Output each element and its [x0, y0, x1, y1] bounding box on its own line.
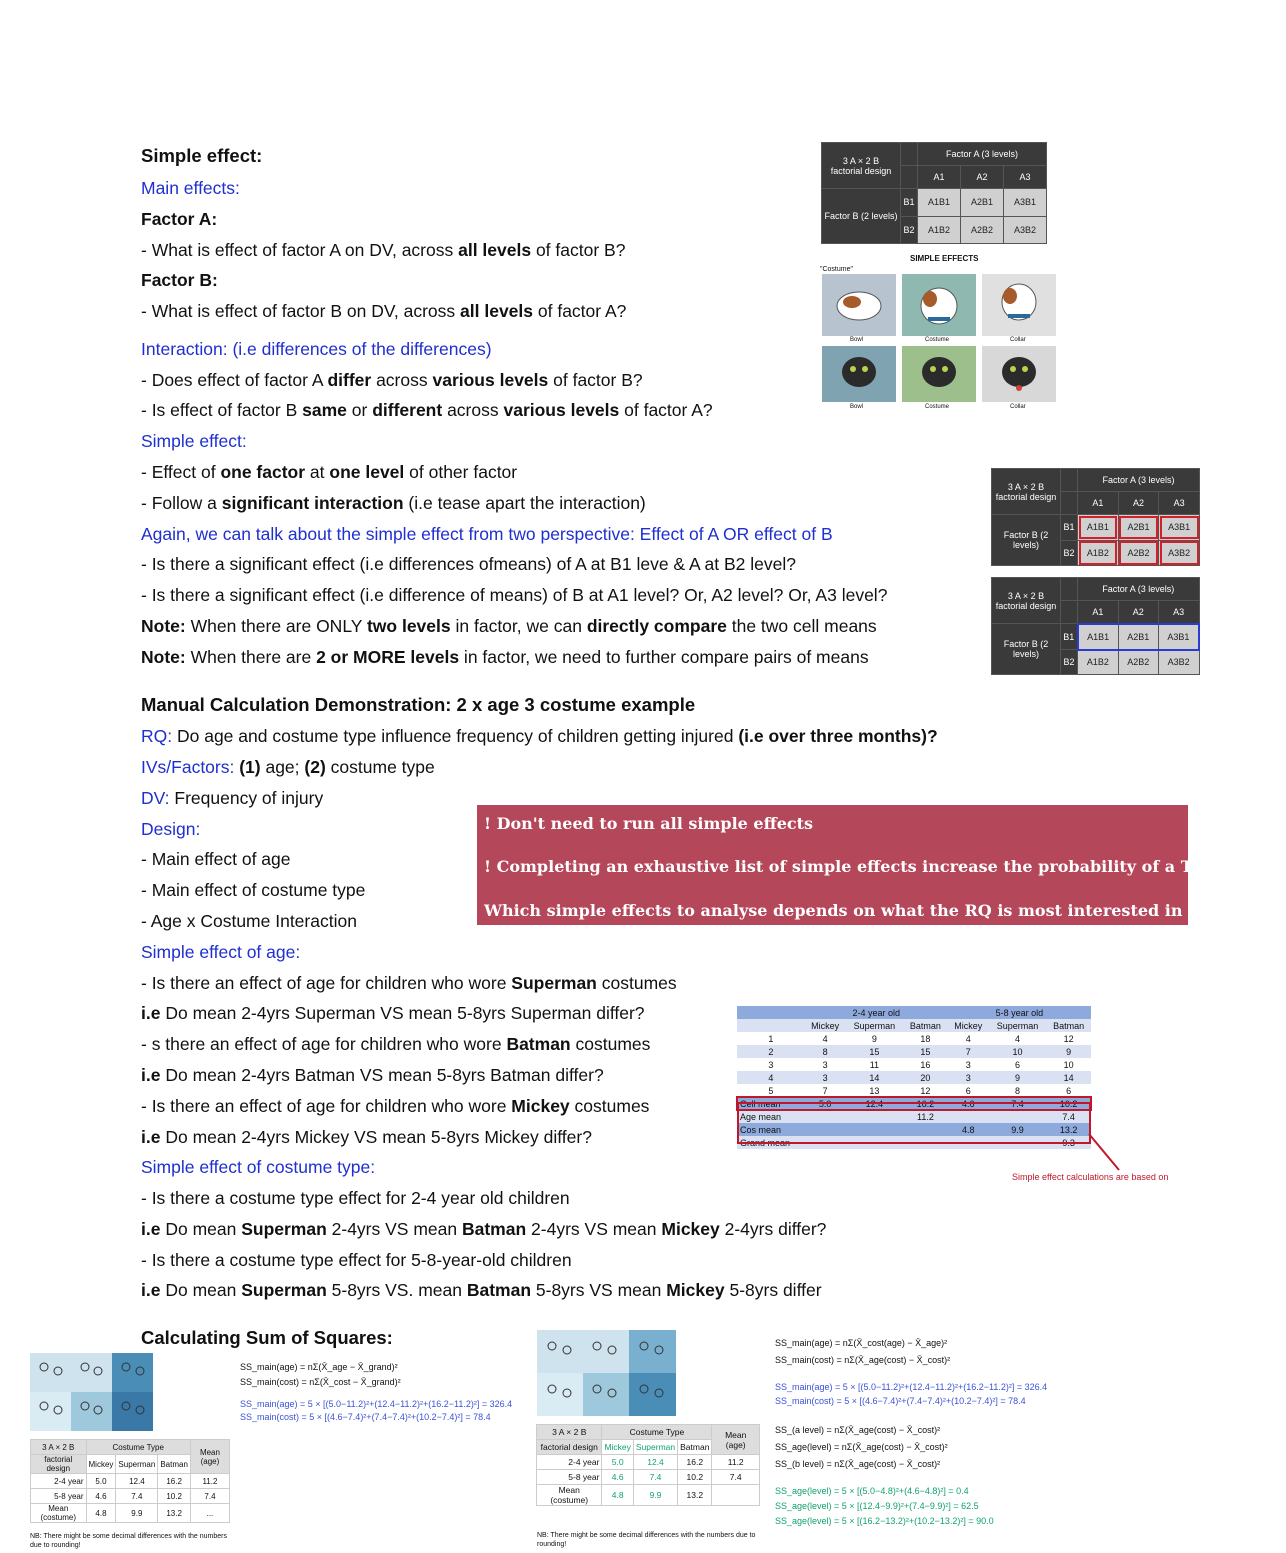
main-effects-label: Main effects: [141, 178, 240, 198]
factorial-design-table-3: 3 A × 2 B factorial design Factor A (3 levels) A1 A2 A3 Factor B (2 levels) B1 A1B1 A2B1 A3B1 B2 A1B2 A2B2 A3B2 [991, 577, 1200, 675]
alert-line: ! Don't need to run all simple effects [484, 814, 814, 833]
age-mean-row: Age mean 11.2 7.4 [737, 1110, 1091, 1123]
costume-question: - Is there a costume type effect for 5-8-year-old children [141, 1250, 572, 1270]
means-highlight-box [737, 1102, 1091, 1144]
table-row: 2 8 15 15 7 10 9 [737, 1045, 1091, 1058]
ss-formula: SS_age(level) = nΣ(X̄_age(cost) − X̄_cost)² [775, 1442, 948, 1452]
a-level: A1 [918, 166, 961, 189]
age-question: - s there an effect of age for children who wore Batman costumes [141, 1034, 651, 1054]
panel-label: Costume [925, 337, 950, 343]
factor-b-question: - What is effect of factor B on DV, across all levels of factor A? [141, 301, 627, 321]
ss-formula: SS_main(age) = nΣ(X̄_age − X̄_grand)² [240, 1362, 398, 1372]
alert-line: Which simple effects to analyse depends on what the RQ is most interested in knowing [484, 901, 1265, 920]
ss-formula: SS_main(age) = nΣ(X̄_cost(age) − X̄_age)² [775, 1338, 948, 1348]
injury-data-table: 2-4 year old 5-8 year old Mickey Superman Batman Mickey Superman Batman 1 4 9 18 4 4 12 2 8 15 15 7 10 9 3 3 11 16 3 6 10 4 3 14 20 3 9 14 5 7 13 12 6 8 6 Cell mean 5.0 12.4 16.2 4.6 7.4 10.2 Age mean 11.2 7.4 Cos mean 4.8 9.9 13.2 Grand mean 9.3 [737, 1006, 1091, 1149]
cat-panel-1 [822, 346, 896, 402]
age-question: i.e Do mean 2-4yrs Mickey VS mean 5-8yrs Mickey differ? [141, 1127, 592, 1147]
alert-box [477, 805, 1286, 925]
simple-effect-point-2: - Follow a significant interaction (i.e tease apart the interaction) [141, 493, 646, 513]
ss-value: SS_main(age) = 5 × [(5.0−11.2)²+(12.4−11.2)²+(16.2−11.2)²] = 326.4 [240, 1399, 513, 1409]
a-level: A2 [961, 166, 1004, 189]
simple-effect-point-1: - Effect of one factor at one level of other factor [141, 462, 518, 482]
factor-a-header: Factor A (3 levels) [918, 143, 1047, 166]
design-title: 3 A × 2 B factorial design [822, 143, 901, 189]
cartoon-title: SIMPLE EFFECTS [910, 254, 979, 263]
ss-value: SS_age(level) = 5 × [(12.4−9.9)²+(7.4−9.9)²] = 62.5 [775, 1501, 979, 1511]
section-title-simple-effect: Simple effect: [141, 145, 263, 166]
factor-b-label: Factor B: [141, 270, 218, 290]
age-question: i.e Do mean 2-4yrs Superman VS mean 5-8yrs Superman differ? [141, 1003, 645, 1023]
ss-formula: SS_main(cost) = nΣ(X̄_cost − X̄_grand)² [240, 1377, 401, 1387]
dog-panel-3 [982, 274, 1056, 336]
question-a: - Is there a significant effect (i.e differences ofmeans) of A at B1 leve & A at B2 level? [141, 554, 797, 574]
table-row: 3 3 11 16 3 6 10 [737, 1058, 1091, 1071]
panel-label: Bowl [850, 337, 864, 343]
cell-mean-row: Cell mean 5.0 12.4 16.2 4.6 7.4 10.2 [737, 1097, 1091, 1110]
cartoon-grid [820, 254, 1058, 414]
panel-label: Collar [1010, 337, 1026, 343]
means-table-right: 3 A × 2 B Costume Type Mean (age) factorial design Mickey Superman Batman 2-4 year 5.0 12.4 16.2 11.2 5-8 year 4.6 7.4 10.2 7.4 Mean (costume) 4.8 9.9 13.2 [536, 1424, 760, 1506]
research-question: RQ: Do age and costume type influence frequency of children getting injured (i.e over three months)? [141, 726, 938, 746]
table-row: 5 7 13 12 6 8 6 [737, 1084, 1091, 1097]
simple-effect-label: Simple effect: [141, 431, 247, 451]
ss-value: SS_main(cost) = 5 × [(4.6−7.4)²+(7.4−7.4)²+(10.2−7.4)²] = 78.4 [240, 1412, 491, 1422]
children-icon-grid-right [537, 1330, 677, 1416]
panel-label: Collar [1010, 404, 1026, 410]
table-row: 4 3 14 20 3 9 14 [737, 1071, 1091, 1084]
ss-value: SS_main(age) = 5 × [(5.0−11.2)²+(12.4−11.2)²+(16.2−11.2)²] = 326.4 [775, 1382, 1048, 1392]
children-icon-grid-left [30, 1353, 154, 1431]
costume-question: i.e Do mean Superman 5-8yrs VS. mean Batman 5-8yrs VS mean Mickey 5-8yrs differ [141, 1280, 822, 1300]
costume-question: i.e Do mean Superman 2-4yrs VS mean Batman 2-4yrs VS mean Mickey 2-4yrs differ? [141, 1219, 827, 1239]
arrow-line [1085, 1130, 1125, 1174]
factor-a-question: - What is effect of factor A on DV, across all levels of factor B? [141, 240, 626, 260]
cartoon-grid-svg [820, 254, 1058, 414]
question-b: - Is there a significant effect (i.e difference of means) of B at A1 level? Or, A2 level? Or, A3 level? [141, 585, 888, 605]
panel-label: Costume [925, 404, 950, 410]
panel-label: Bowl [850, 404, 864, 410]
ss-formula: SS_(b level) = nΣ(X̄_age(cost) − X̄_cost)² [775, 1459, 941, 1469]
factorial-design-table-1: 3 A × 2 B factorial design Factor A (3 levels) A1 A2 A3 Factor B (2 levels) B1 A1B1 A2B1 A3B1 B2 A1B2 A2B2 A3B2 [821, 142, 1047, 244]
ss-value: SS_main(cost) = 5 × [(4.6−7.4)²+(7.4−7.4)²+(10.2−7.4)²] = 78.4 [775, 1396, 1026, 1406]
design-label: Design: [141, 819, 201, 839]
group-header: 2-4 year old [852, 1007, 900, 1018]
simple-effect-note: Simple effect calculations are based on [1012, 1172, 1169, 1182]
dv-line: DV: Frequency of injury [141, 788, 324, 808]
simple-effect-age-label: Simple effect of age: [141, 942, 301, 962]
note-2: Note: When there are 2 or MORE levels in factor, we need to further compare pairs of means [141, 647, 869, 667]
alert-line: ! Completing an exhaustive list of simple effects increase the probability of a Type I error [484, 857, 1286, 876]
age-question: i.e Do mean 2-4yrs Batman VS mean 5-8yrs Batman differ? [141, 1065, 604, 1085]
factorial-design-table-2: 3 A × 2 B factorial design Factor A (3 levels) A1 A2 A3 Factor B (2 levels) B1 A1B1 A2B1 A3B1 B2 A1B2 A2B2 A3B2 [991, 468, 1200, 566]
perspective-note: Again, we can talk about the simple effect from two perspective: Effect of A OR effect of B [141, 524, 833, 544]
design-item: - Age x Costume Interaction [141, 911, 357, 931]
note-1: Note: When there are ONLY two levels in factor, we can directly compare the two cell means [141, 616, 877, 636]
cos-mean-row: Cos mean 4.8 9.9 13.2 [737, 1123, 1091, 1136]
group-header: 5-8 year old [995, 1007, 1044, 1018]
table-row: 1 4 9 18 4 4 12 [737, 1032, 1091, 1045]
dog-panel-2 [902, 274, 976, 336]
simple-effect-costume-label: Simple effect of costume type: [141, 1157, 376, 1177]
grand-mean-row: Grand mean 9.3 [737, 1136, 1091, 1149]
factor-b-header: Factor B (2 levels) [822, 189, 901, 244]
dog-panel-1 [822, 274, 896, 336]
factor-a-label: Factor A: [141, 209, 218, 229]
design-item: - Main effect of costume type [141, 880, 366, 900]
age-question: - Is there an effect of age for children who wore Mickey costumes [141, 1096, 650, 1116]
cat-panel-2 [902, 346, 976, 402]
ivs-line: IVs/Factors: (1) age; (2) costume type [141, 757, 435, 777]
section-title-sum-of-squares: Calculating Sum of Squares: [141, 1327, 393, 1348]
rounding-note-right: NB: There might be some decimal differences with the numbers due to rounding! [537, 1532, 756, 1548]
rounding-note-left: NB: There might be some decimal differences with the numbers due to rounding! [30, 1533, 228, 1549]
ss-formula: SS_(a level) = nΣ(X̄_age(cost) − X̄_cost)² [775, 1425, 941, 1435]
means-table-left: 3 A × 2 B Costume Type Mean (age) factorial design Mickey Superman Batman 2-4 year 5.0 12.4 16.2 11.2 5-8 year 4.6 7.4 10.2 7.4 Mean (costume) 4.8 9.9 13.2 ... [30, 1439, 230, 1523]
interaction-question-1: - Does effect of factor A differ across various levels of factor B? [141, 370, 643, 390]
cartoon-subtitle: "Costume" [820, 266, 853, 273]
interaction-question-2: - Is effect of factor B same or different across various levels of factor A? [141, 400, 713, 420]
design-item: - Main effect of age [141, 849, 291, 869]
a-level: A3 [1004, 166, 1047, 189]
cat-panel-3 [982, 346, 1056, 402]
ss-value: SS_age(level) = 5 × [(5.0−4.8)²+(4.6−4.8)²] = 0.4 [775, 1486, 969, 1496]
costume-question: - Is there a costume type effect for 2-4 year old children [141, 1188, 570, 1208]
section-title-manual-calc: Manual Calculation Demonstration: 2 x age 3 costume example [141, 694, 696, 715]
ss-formula: SS_main(cost) = nΣ(X̄_age(cost) − X̄_cost)² [775, 1355, 951, 1365]
ss-value: SS_age(level) = 5 × [(16.2−13.2)²+(10.2−13.2)²] = 90.0 [775, 1516, 994, 1526]
age-question: - Is there an effect of age for children who wore Superman costumes [141, 973, 677, 993]
interaction-label: Interaction: (i.e differences of the differences) [141, 339, 492, 359]
